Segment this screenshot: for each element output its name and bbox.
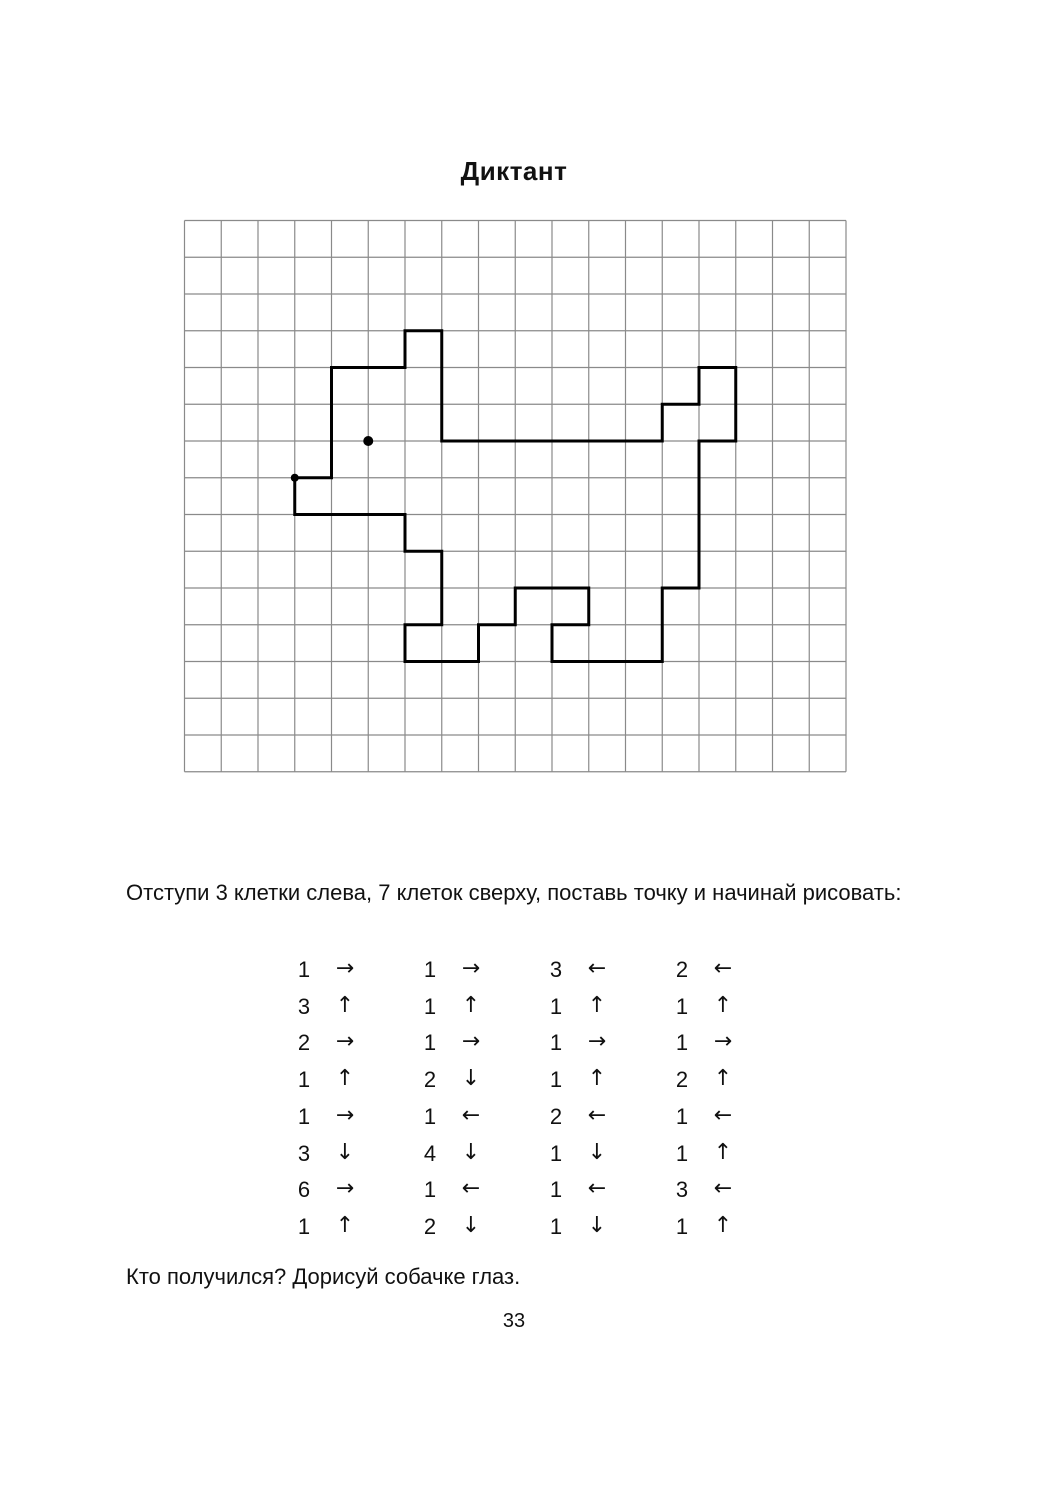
direction-arrow-icon: ← <box>461 1102 481 1128</box>
command-cell <box>416 1100 516 1136</box>
command-cell <box>416 1026 516 1062</box>
command-cell <box>542 1173 642 1209</box>
step-count: 2 <box>297 1030 311 1056</box>
command-cell <box>290 953 390 989</box>
step-count: 3 <box>675 1177 689 1203</box>
direction-arrow-icon: ↓ <box>461 1212 481 1238</box>
direction-arrow-icon: → <box>461 956 481 981</box>
step-count: 1 <box>423 957 437 982</box>
direction-arrow-icon: → <box>335 1102 355 1128</box>
step-count: 1 <box>423 1177 437 1203</box>
command-cell <box>668 990 768 1026</box>
direction-arrow-icon: ← <box>461 1176 481 1202</box>
page-number: 33 <box>502 1310 526 1332</box>
page-title: Диктант <box>460 156 568 186</box>
direction-arrow-icon: ↓ <box>335 1139 355 1165</box>
direction-arrow-icon: ↑ <box>461 992 481 1018</box>
command-row <box>290 1100 750 1136</box>
grid-lines <box>185 221 847 772</box>
command-cell <box>290 1026 390 1062</box>
step-count: 3 <box>549 957 563 982</box>
command-cell <box>416 1137 516 1173</box>
direction-arrow-icon: ← <box>587 1102 607 1128</box>
command-row <box>290 1173 750 1209</box>
step-count: 1 <box>297 957 311 982</box>
direction-arrow-icon: ↓ <box>461 1066 481 1092</box>
direction-arrow-icon: ← <box>587 1176 607 1202</box>
dog-eye-dot <box>363 436 373 446</box>
direction-arrow-icon: ↑ <box>587 992 607 1018</box>
step-count: 2 <box>549 1103 563 1129</box>
step-count: 2 <box>423 1067 437 1093</box>
command-cell <box>668 1210 768 1246</box>
step-count: 1 <box>675 1213 689 1239</box>
command-cell <box>542 1210 642 1246</box>
command-cell <box>668 1026 768 1062</box>
step-count: 1 <box>549 1213 563 1239</box>
step-count: 1 <box>423 1030 437 1056</box>
direction-arrow-icon: ← <box>587 956 607 981</box>
step-count: 1 <box>675 1030 689 1056</box>
step-count: 1 <box>297 1103 311 1129</box>
direction-arrow-icon: → <box>713 1029 733 1055</box>
command-cell <box>668 1100 768 1136</box>
command-row <box>290 990 750 1026</box>
command-cell <box>290 1210 390 1246</box>
step-count: 1 <box>549 1140 563 1166</box>
step-count: 1 <box>549 1030 563 1056</box>
command-cell <box>542 1026 642 1062</box>
command-row <box>290 1026 750 1062</box>
start-point-dot <box>291 474 299 482</box>
command-cell <box>542 1137 642 1173</box>
command-cell <box>290 1063 390 1099</box>
command-cell <box>668 1173 768 1209</box>
command-cell <box>416 1173 516 1209</box>
command-cell <box>416 953 516 989</box>
step-count: 1 <box>423 1103 437 1129</box>
direction-arrow-icon: ↓ <box>587 1212 607 1238</box>
command-cell <box>668 953 768 989</box>
command-cell <box>290 1100 390 1136</box>
direction-arrow-icon: ↑ <box>335 992 355 1018</box>
command-row <box>290 1063 750 1099</box>
command-cell <box>290 990 390 1026</box>
direction-arrow-icon: ↑ <box>587 1066 607 1092</box>
direction-arrow-icon: → <box>335 1029 355 1055</box>
step-count: 2 <box>423 1213 437 1239</box>
command-row <box>290 1210 750 1246</box>
direction-arrow-icon: ← <box>713 1176 733 1202</box>
direction-arrow-icon: ↑ <box>713 1139 733 1165</box>
direction-arrow-icon: ↑ <box>713 992 733 1018</box>
direction-arrow-icon: ↑ <box>335 1212 355 1238</box>
direction-arrow-icon: ← <box>713 1102 733 1128</box>
direction-arrow-icon: → <box>461 1029 481 1055</box>
direction-arrow-icon: → <box>335 956 355 981</box>
step-count: 1 <box>297 1067 311 1093</box>
command-cell <box>668 1063 768 1099</box>
direction-arrow-icon: ↓ <box>461 1139 481 1165</box>
command-row <box>290 953 750 989</box>
step-count: 1 <box>549 1067 563 1093</box>
step-count: 1 <box>675 1103 689 1129</box>
command-cell <box>416 1063 516 1099</box>
step-count: 1 <box>297 1213 311 1239</box>
step-count: 1 <box>549 993 563 1019</box>
command-cell <box>290 1137 390 1173</box>
command-cell <box>416 990 516 1026</box>
direction-arrow-icon: → <box>335 1176 355 1202</box>
command-cell <box>668 1137 768 1173</box>
command-cell <box>542 1063 642 1099</box>
command-cell <box>542 953 642 989</box>
step-count: 3 <box>297 1140 311 1166</box>
command-cell <box>290 1173 390 1209</box>
direction-arrow-icon: ← <box>713 956 733 981</box>
step-count: 1 <box>675 1140 689 1166</box>
instruction-text: Отступи 3 клетки слева, 7 клеток сверху, поставь точку и начинай рисовать: <box>126 880 902 905</box>
command-row <box>290 1137 750 1173</box>
direction-arrow-icon: ↓ <box>587 1139 607 1165</box>
step-count: 1 <box>675 993 689 1019</box>
step-count: 1 <box>423 993 437 1019</box>
step-count: 3 <box>297 993 311 1019</box>
step-count: 2 <box>675 1067 689 1093</box>
question-text: Кто получился? Дорисуй собачке глаз. <box>126 1264 521 1289</box>
direction-arrow-icon: ↑ <box>335 1066 355 1092</box>
dictation-grid <box>183 219 847 773</box>
step-count: 4 <box>423 1140 437 1166</box>
step-count: 2 <box>675 957 689 982</box>
direction-arrow-icon: ↑ <box>713 1066 733 1092</box>
direction-arrow-icon: ↑ <box>713 1212 733 1238</box>
command-cell <box>416 1210 516 1246</box>
command-cell <box>542 990 642 1026</box>
direction-arrow-icon: → <box>587 1029 607 1055</box>
step-count: 1 <box>549 1177 563 1203</box>
step-count: 6 <box>297 1177 311 1203</box>
command-cell <box>542 1100 642 1136</box>
